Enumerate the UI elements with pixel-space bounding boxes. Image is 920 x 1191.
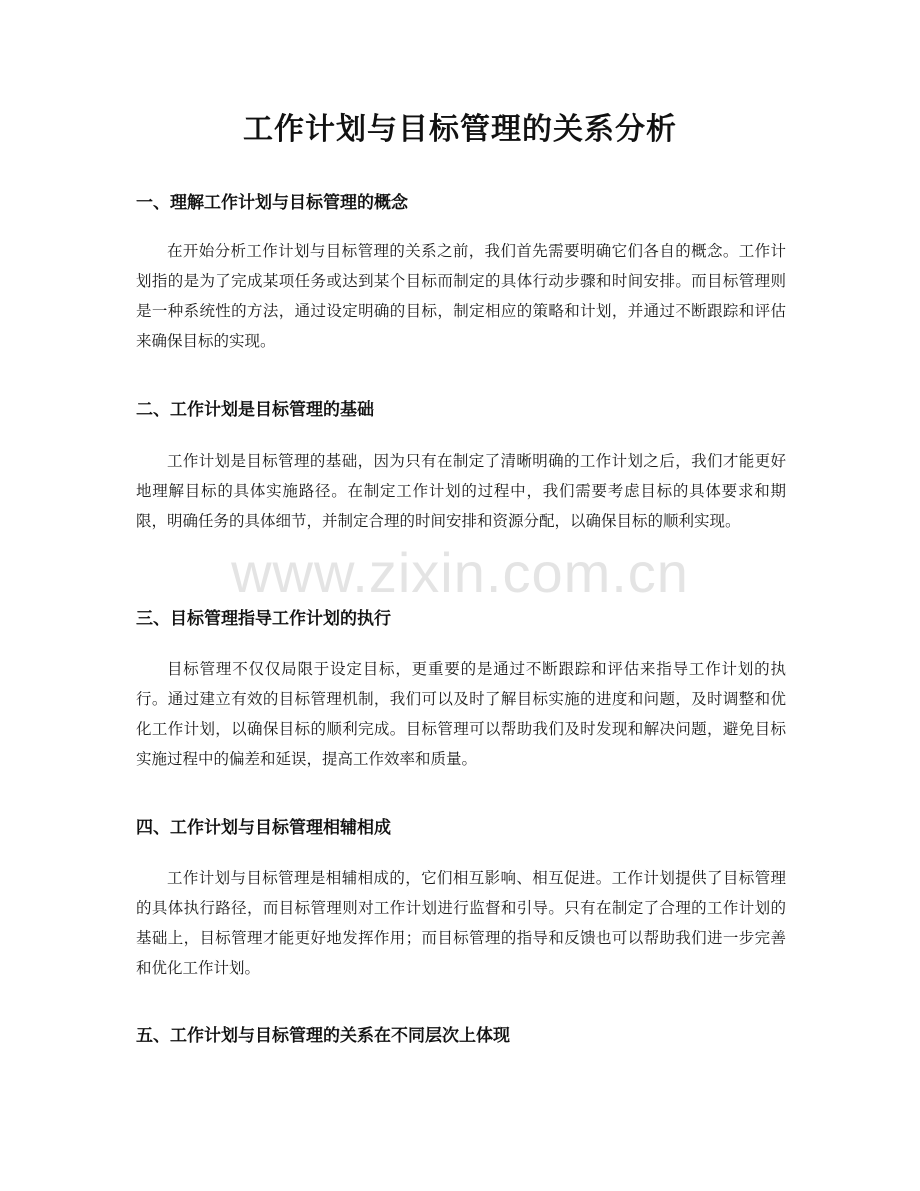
section-1-paragraph: 在开始分析工作计划与目标管理的关系之前，我们首先需要明确它们各自的概念。工作计划指的是为了完成某项任务或达到某个目标而制定的具体行动步骤和时间安排。而目标管理则是一种系统性的方法，通过设定明确的目标，制定相应的策略和计划，并通过不断跟踪和评估来确保目标的实现。 bbox=[136, 242, 786, 350]
section-3-heading: 三、目标管理指导工作计划的执行 bbox=[136, 609, 391, 629]
section-4-paragraph: 工作计划与目标管理是相辅相成的，它们相互影响、相互促进。工作计划提供了目标管理的具体执行路径，而目标管理则对工作计划进行监督和引导。只有在制定了合理的工作计划的基础上，目标管理才能更好地发挥作用；而目标管理的指导和反馈也可以帮助我们进一步完善和优化工作计划。 bbox=[136, 869, 786, 977]
section-1-heading: 一、理解工作计划与目标管理的概念 bbox=[136, 193, 408, 213]
section-2-heading: 二、工作计划是目标管理的基础 bbox=[136, 400, 374, 420]
section-5-heading: 五、工作计划与目标管理的关系在不同层次上体现 bbox=[136, 1026, 510, 1046]
watermark: www.zixin.com.cn bbox=[231, 541, 689, 604]
section-3-paragraph: 目标管理不仅仅局限于设定目标，更重要的是通过不断跟踪和评估来指导工作计划的执行。通过建立有效的目标管理机制，我们可以及时了解目标实施的进度和问题，及时调整和优化工作计划，以确保目标的顺利完成。目标管理可以帮助我们及时发现和解决问题，避免目标实施过程中的偏差和延误，提高工作效率和质量。 bbox=[136, 660, 786, 768]
document-title: 工作计划与目标管理的关系分析 bbox=[243, 112, 677, 147]
section-2-paragraph: 工作计划是目标管理的基础，因为只有在制定了清晰明确的工作计划之后，我们才能更好地理解目标的具体实施路径。在制定工作计划的过程中，我们需要考虑目标的具体要求和期限，明确任务的具体细节，并制定合理的时间安排和资源分配，以确保目标的顺利实现。 bbox=[136, 452, 786, 530]
section-4-heading: 四、工作计划与目标管理相辅相成 bbox=[136, 818, 391, 838]
